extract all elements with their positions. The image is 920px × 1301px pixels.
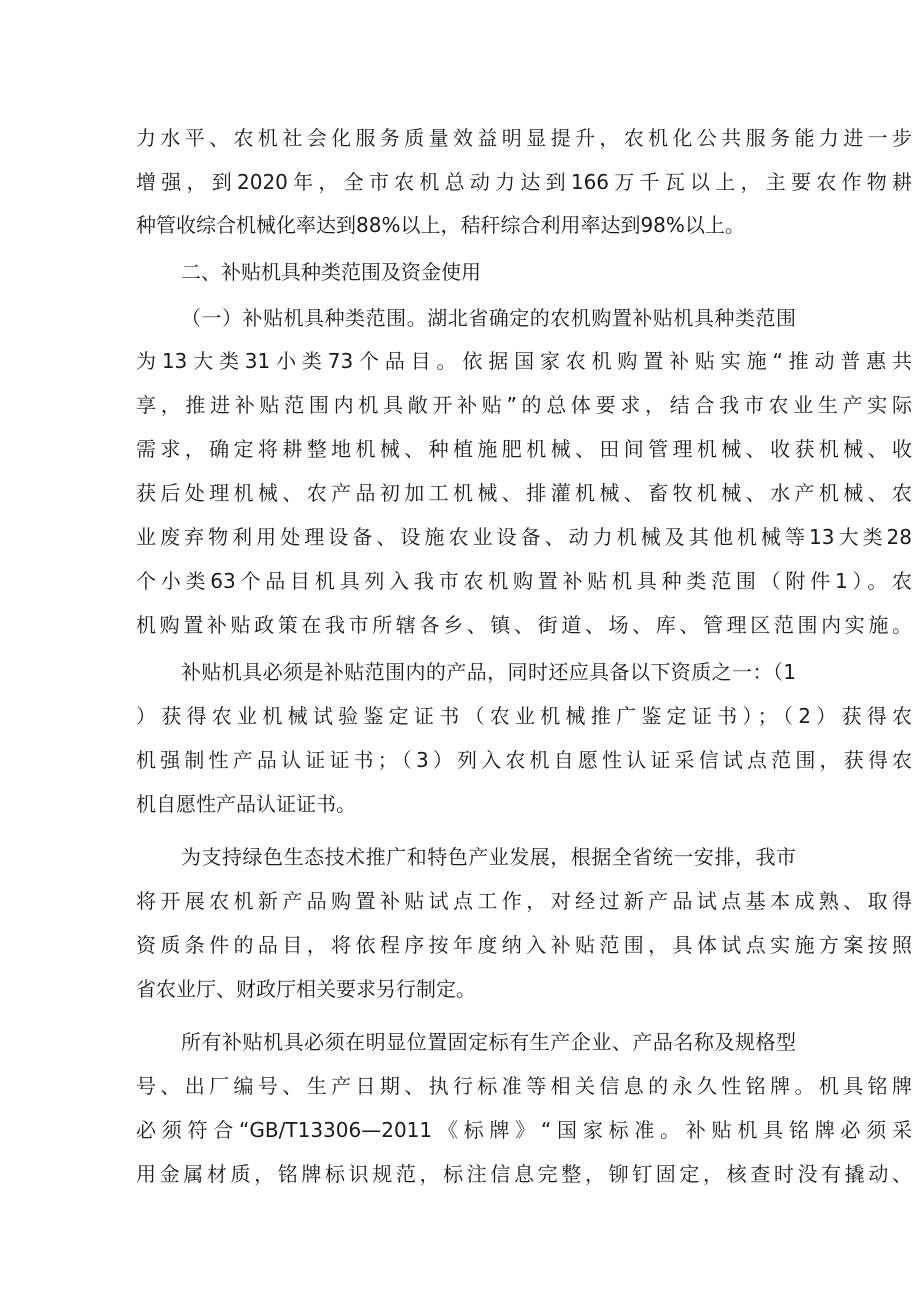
paragraph-line: 力水平、农机社会化服务质量效益明显提升，农机化公共服务能力进一步 (136, 126, 912, 150)
paragraph-line: 机强制性产品认证证书；（3）列入农机自愿性认证采信试点范围，获得农 (136, 748, 912, 772)
paragraph-line: 需求，确定将耕整地机械、种植施肥机械、田间管理机械、收获机械、收 (136, 437, 912, 461)
section-heading: 二、补贴机具种类范围及资金使用 (181, 260, 481, 284)
paragraph-line: 省农业厅、财政厅相关要求另行制定。 (136, 977, 476, 1001)
paragraph-line: 号、出厂编号、生产日期、执行标准等相关信息的永久性铭牌。机具铭牌 (136, 1074, 912, 1098)
paragraph-line: 用金属材质，铭牌标识规范，标注信息完整，铆钉固定，核查时没有撬动、 (136, 1162, 912, 1186)
paragraph-line: 业废弃物利用处理设备、设施农业设备、动力机械及其他机械等13大类28 (136, 525, 912, 549)
paragraph-line: 资质条件的品目，将依程序按年度纳入补贴范围，具体试点实施方案按照 (136, 933, 912, 957)
paragraph-line: 机购置补贴政策在我市所辖各乡、镇、街道、场、库、管理区范围内实施。 (136, 613, 912, 637)
paragraph-line: 所有补贴机具必须在明显位置固定标有生产企业、产品名称及规格型 (181, 1030, 796, 1054)
paragraph-line: 机自愿性产品认证证书。 (136, 792, 356, 816)
paragraph-line: 为13大类31小类73个品目。依据国家农机购置补贴实施“推动普惠共 (136, 349, 912, 373)
paragraph-line: （一）补贴机具种类范围。湖北省确定的农机购置补贴机具种类范围 (181, 306, 796, 330)
paragraph-line: 享，推进补贴范围内机具敞开补贴”的总体要求，结合我市农业生产实际 (136, 393, 912, 417)
paragraph-line: 将开展农机新产品购置补贴试点工作，对经过新产品试点基本成熟、取得 (136, 889, 912, 913)
paragraph-line: 获后处理机械、农产品初加工机械、排灌机械、畜牧机械、水产机械、农 (136, 481, 912, 505)
paragraph-line: 补贴机具必须是补贴范围内的产品，同时还应具备以下资质之一：（1 (181, 660, 796, 684)
paragraph-line: 增强，到2020年，全市农机总动力达到166万千瓦以上，主要农作物耕 (136, 170, 912, 194)
paragraph-line: 为支持绿色生态技术推广和特色产业发展，根据全省统一安排，我市 (181, 845, 796, 869)
paragraph-line: ）获得农业机械试验鉴定证书（农业机械推广鉴定证书）；（2）获得农 (136, 704, 912, 728)
paragraph-line: 个小类63个品目机具列入我市农机购置补贴机具种类范围（附件1）。农 (136, 569, 912, 593)
paragraph-line: 必须符合“GB/T13306—2011《标牌》“国家标准。补贴机具铭牌必须采 (136, 1118, 912, 1142)
paragraph-line: 种管收综合机械化率达到88%以上，秸秆综合利用率达到98%以上。 (136, 213, 745, 237)
